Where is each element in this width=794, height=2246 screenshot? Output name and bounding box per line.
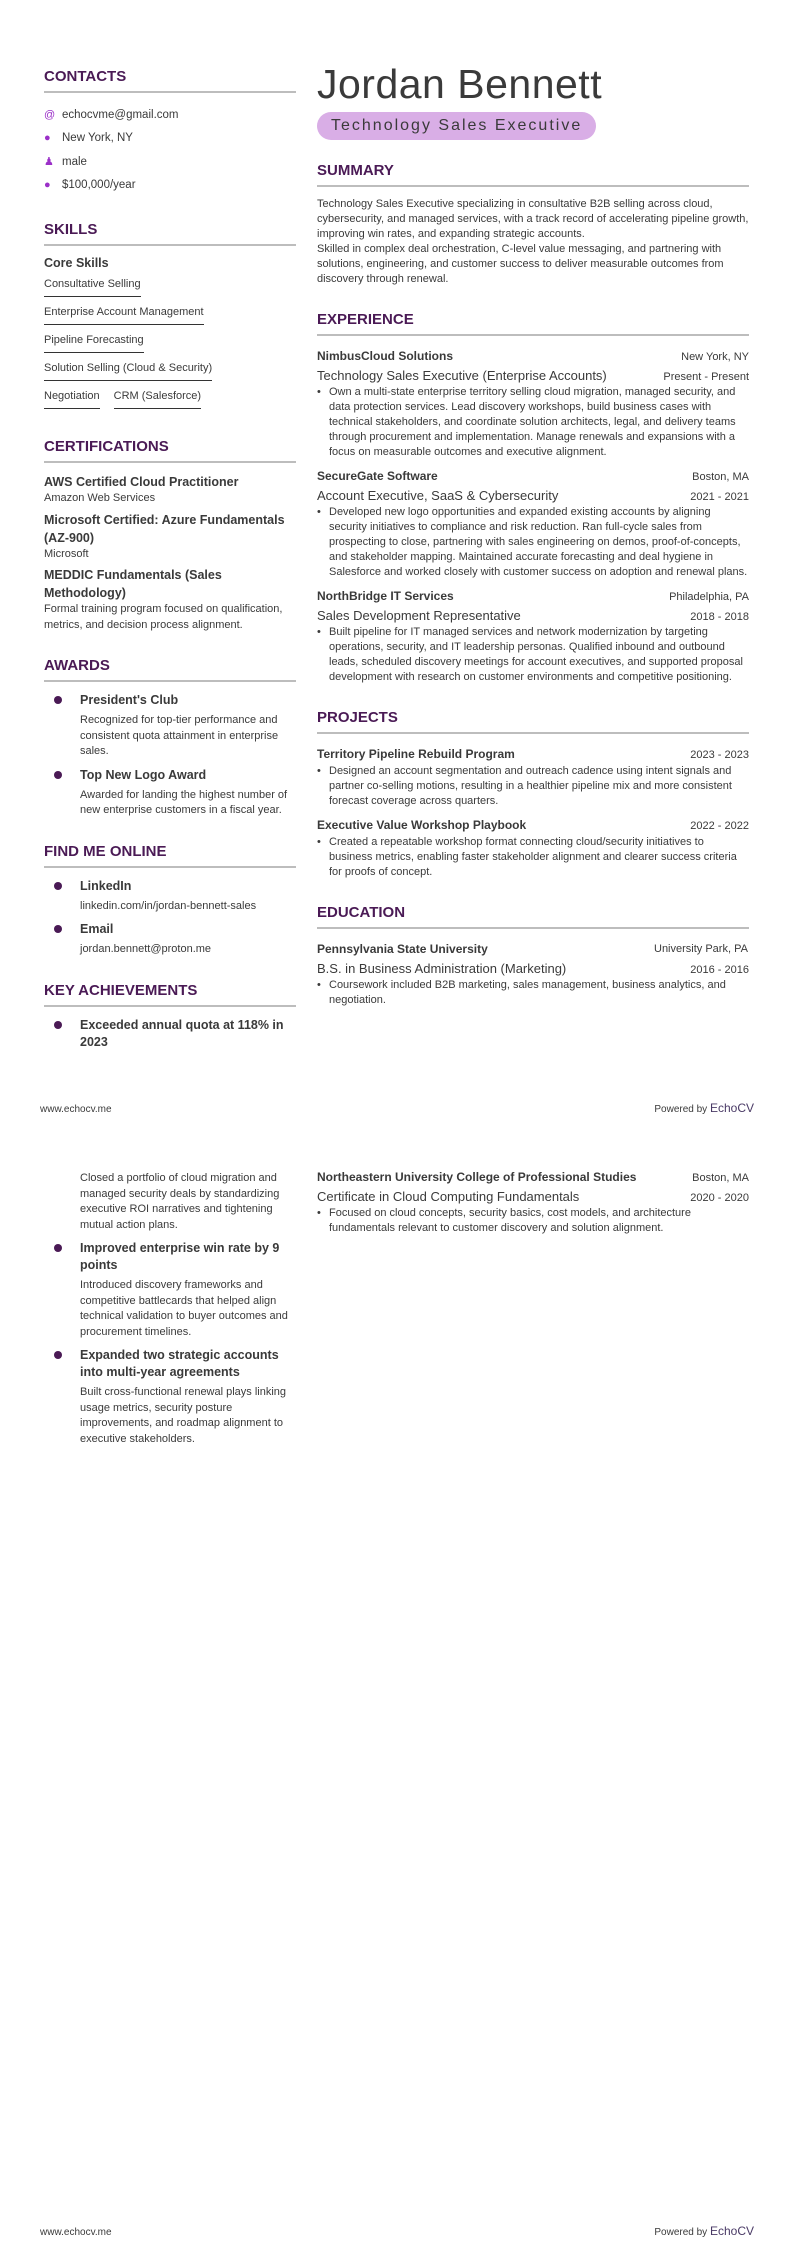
brand-logo: EchoCV <box>709 2224 754 2238</box>
experience-entry <box>317 466 749 580</box>
achievement-item <box>44 1017 296 1051</box>
linkedin-link[interactable]: linkedin.com/in/jordan-bennett-sales <box>80 899 257 912</box>
award-item <box>44 692 296 760</box>
awards-section <box>44 657 296 819</box>
job-title-badge: Technology Sales Executive <box>317 112 596 140</box>
experience-section <box>317 311 749 685</box>
footer-powered-by <box>654 2224 754 2238</box>
skill-tag: Negotiation <box>44 388 100 409</box>
left-column <box>44 1171 296 1454</box>
person-icon: ♟ <box>44 156 54 169</box>
role-title: Sales Development Representative <box>317 608 521 623</box>
contact-email <box>44 103 296 127</box>
bullet-dot-icon <box>44 767 80 819</box>
role-title: Account Executive, SaaS & Cybersecurity <box>317 488 559 503</box>
experience-entry <box>317 346 749 460</box>
footer-powered-by <box>654 1101 754 1115</box>
achievement-title: Exceeded annual quota at 118% in 2023 <box>80 1017 284 1049</box>
project-title: Executive Value Workshop Playbook <box>317 818 527 832</box>
location: New York, NY <box>681 351 749 363</box>
contact-text: male <box>62 155 87 168</box>
cert-description: Formal training program focused on qualification, metrics, and decision process alignment. <box>44 603 283 631</box>
right-column <box>317 1167 749 1242</box>
dollar-icon: ● <box>44 179 51 192</box>
education-entry <box>317 939 749 1008</box>
contact-text: New York, NY <box>62 132 133 145</box>
skill-tag: Enterprise Account Management <box>44 304 204 325</box>
award-title: President's Club <box>80 693 179 707</box>
bullet-point: • Own a multi-state enterprise territory selling cloud migration, managed security, and data protection services. Lead discovery workshops, build business cases with technical stakeholders, and coordinate solution architects, legal, and delivery teams through procurement and implementation. Manage renewals and expansions with a focus on measurable outcomes and executive alignment. <box>317 385 749 460</box>
location: University Park, PA <box>654 942 748 955</box>
contact-text: echocvme@gmail.com <box>62 108 179 121</box>
achievement-title: Expanded two strategic accounts into multi-year agreements <box>80 1348 279 1379</box>
cert-issuer: Microsoft <box>44 547 89 560</box>
online-item <box>44 878 296 915</box>
section-heading: CONTACTS <box>44 68 296 93</box>
company-name: NimbusCloud Solutions <box>317 349 453 363</box>
at-icon: @ <box>44 108 56 121</box>
date-range: 2016 - 2016 <box>690 964 749 976</box>
email-link[interactable]: jordan.bennett@proton.me <box>80 943 212 955</box>
powered-by-text: Powered by <box>654 1104 708 1115</box>
section-heading: FIND ME ONLINE <box>44 843 296 868</box>
date-range: Present - Present <box>663 371 749 383</box>
achievement-description: Closed a portfolio of cloud migration and managed security deals by standardizing executive ROI narratives and tightening mutual action plans. <box>80 1172 280 1231</box>
bullet-dot-icon <box>44 1017 80 1051</box>
right-column <box>317 60 749 1032</box>
contact-text: $100,000/year <box>62 179 136 192</box>
date-range: 2023 - 2023 <box>690 749 749 761</box>
cert-issuer: Amazon Web Services <box>44 492 156 504</box>
skill-tag: Pipeline Forecasting <box>44 332 144 353</box>
certifications-section <box>44 438 296 633</box>
bullet-point: • Focused on cloud concepts, security basics, cost models, and architecture fundamentals relevant to customer discovery and solution alignment. <box>317 1206 749 1236</box>
section-heading: SKILLS <box>44 221 296 246</box>
skills-section <box>44 221 296 414</box>
project-entry <box>317 744 749 809</box>
location-pin-icon: ● <box>44 132 51 145</box>
contacts-section <box>44 68 296 197</box>
summary-paragraph: Skilled in complex deal orchestration, C-level value messaging, and partnering with solutions, engineering, and customer success to deliver measurable outcomes from discovery through renewal. <box>317 243 724 285</box>
projects-section <box>317 709 749 880</box>
bullet-point: • Designed an account segmentation and outreach cadence using intent signals and partner co-selling motions, resulting in a healthier pipeline mix and more consistent forecast coverage across quarters. <box>317 764 749 809</box>
cert-title: MEDDIC Fundamentals (Sales Methodology) <box>44 568 222 600</box>
section-heading: AWARDS <box>44 657 296 682</box>
skill-tag: CRM (Salesforce) <box>114 388 201 409</box>
section-heading: EXPERIENCE <box>317 311 749 336</box>
achievement-title: Improved enterprise win rate by 9 points <box>80 1241 280 1272</box>
cert-title: AWS Certified Cloud Practitioner <box>44 475 239 489</box>
contact-location <box>44 127 296 151</box>
section-heading: KEY ACHIEVEMENTS <box>44 982 296 1007</box>
award-description: Recognized for top-tier performance and consistent quota attainment in enterprise sales. <box>80 714 279 757</box>
section-heading: CERTIFICATIONS <box>44 438 296 463</box>
location: Boston, MA <box>692 1172 749 1184</box>
date-range: 2020 - 2020 <box>690 1192 749 1204</box>
date-range: 2022 - 2022 <box>690 820 749 832</box>
education-section <box>317 904 749 1008</box>
achievement-description: Built cross-functional renewal plays linking usage metrics, security posture improvements, and roadmap alignment to executive stakeholders. <box>80 1386 287 1445</box>
bullet-spacer <box>44 1171 80 1233</box>
award-title: Top New Logo Award <box>80 767 207 782</box>
skill-group-title: Core Skills <box>44 256 109 270</box>
cert-title: Microsoft Certified: Azure Fundamentals (AZ-900) <box>44 512 285 545</box>
online-title: LinkedIn <box>80 878 132 893</box>
achievement-item <box>44 1347 296 1447</box>
bullet-point: • Built pipeline for IT managed services and network modernization by targeting operations, security, and IT leadership personas. Qualified inbound and outbound leads, scheduled discovery meetings for account executives, and supported proposal development with research on customer environments and competitive positioning. <box>317 625 749 685</box>
bullet-point: • Developed new logo opportunities and expanded existing accounts by aligning security initiatives to compliance and risk reduction. Ran full-cycle sales from prospecting to close, partnering with sales engineering on demos, proof-of-concepts, and stakeholder mapping. Maintained accurate forecasting and deal hygiene in Salesforce and worked closely with customer success on adoption and renewal plans. <box>317 505 749 580</box>
award-item <box>44 767 296 819</box>
bullet-dot-icon <box>44 921 80 958</box>
online-item <box>44 921 296 958</box>
project-entry <box>317 815 749 880</box>
contact-salary <box>44 174 296 198</box>
section-heading: PROJECTS <box>317 709 749 734</box>
company-name: NorthBridge IT Services <box>317 589 454 603</box>
degree: Certificate in Cloud Computing Fundamentals <box>317 1189 580 1204</box>
powered-by-text: Powered by <box>654 2227 708 2238</box>
achievement-item-continued <box>44 1171 296 1233</box>
achievements-section <box>44 982 296 1051</box>
date-range: 2021 - 2021 <box>690 491 749 503</box>
brand-logo: EchoCV <box>709 1101 754 1115</box>
online-section <box>44 843 296 958</box>
achievement-description: Introduced discovery frameworks and competitive battlecards that helped align technical validation to buyer outcomes and procurement timelines. <box>80 1279 288 1338</box>
section-heading: EDUCATION <box>317 904 749 929</box>
online-title: Email <box>80 922 114 936</box>
candidate-name: Jordan Bennett <box>317 61 603 107</box>
resume-page-2 <box>0 1123 794 2246</box>
bullet-dot-icon <box>44 1240 80 1340</box>
date-range: 2018 - 2018 <box>690 611 749 623</box>
bullet-point: • Created a repeatable workshop format connecting cloud/security initiatives to business metrics, enabling faster stakeholder alignment and clearer success criteria for proofs of concept. <box>317 835 749 880</box>
role-title: Technology Sales Executive (Enterprise Accounts) <box>317 368 607 383</box>
contact-gender <box>44 150 296 174</box>
skill-tag: Solution Selling (Cloud & Security) <box>44 360 212 381</box>
footer-website[interactable]: www.echocv.me <box>40 2227 112 2238</box>
section-heading: SUMMARY <box>317 162 749 187</box>
experience-entry <box>317 586 749 685</box>
location: Boston, MA <box>692 471 749 483</box>
summary-section <box>317 162 749 287</box>
education-entry <box>317 1167 749 1236</box>
bullet-point: • Coursework included B2B marketing, sales management, business analytics, and negotiation. <box>317 978 749 1008</box>
summary-paragraph: Technology Sales Executive specializing in consultative B2B selling across cloud, cybersecurity, and managed services, with a track record of accelerating pipeline growth, improving win rates, and expanding strategic accounts. <box>317 198 749 240</box>
bullet-dot-icon <box>44 1347 80 1447</box>
bullet-dot-icon <box>44 692 80 760</box>
degree: B.S. in Business Administration (Marketing) <box>317 961 567 976</box>
project-title: Territory Pipeline Rebuild Program <box>317 747 515 761</box>
skill-tag: Consultative Selling <box>44 276 141 297</box>
company-name: SecureGate Software <box>317 469 438 483</box>
school-name: Pennsylvania State University <box>317 942 488 956</box>
left-column <box>44 68 296 1075</box>
location: Philadelphia, PA <box>669 591 749 603</box>
footer-website[interactable]: www.echocv.me <box>40 1104 112 1115</box>
award-description: Awarded for landing the highest number of new enterprise customers in a fiscal year. <box>80 788 288 816</box>
school-name: Northeastern University College of Professional Studies <box>317 1170 637 1184</box>
bullet-dot-icon <box>44 878 80 915</box>
achievement-item <box>44 1240 296 1340</box>
